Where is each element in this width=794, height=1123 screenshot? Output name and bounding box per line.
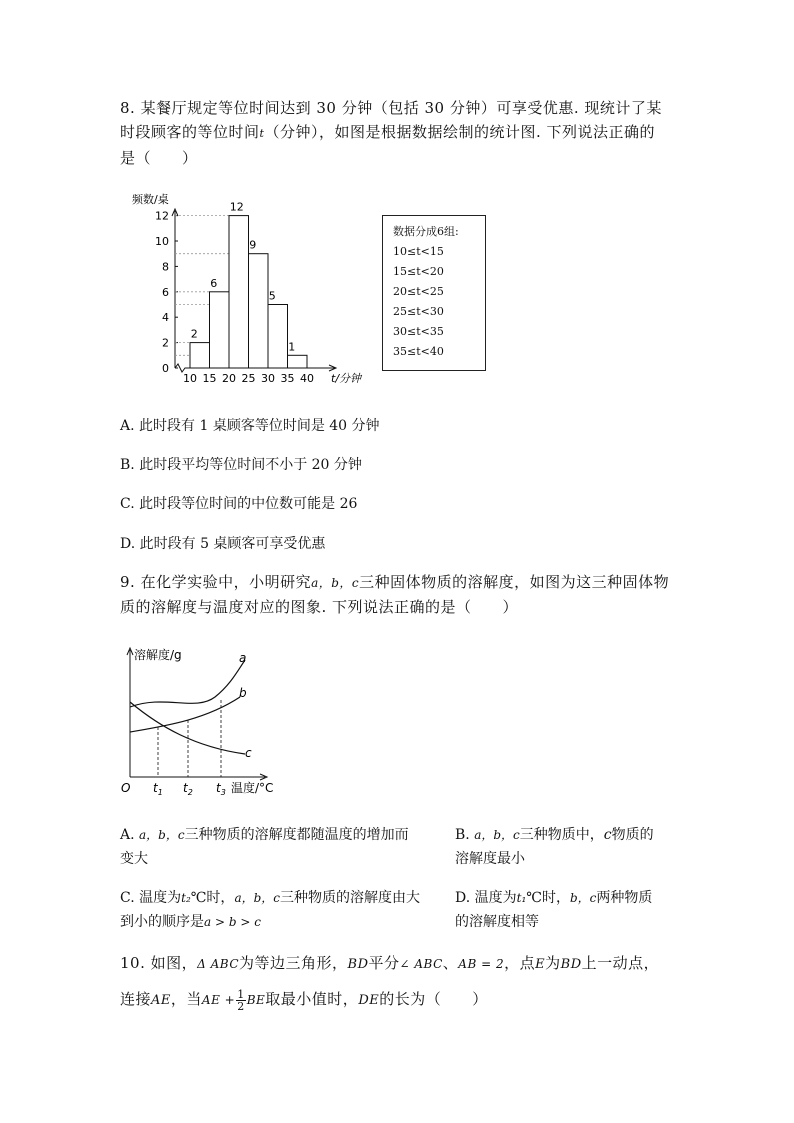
y-tick-label: 4 [162, 311, 169, 325]
x-axis-label: t/分钟 [331, 372, 362, 385]
x-tick-label: 15 [202, 372, 217, 385]
q9-option-c[interactable]: C. 温度为t₂℃时，a，b，c三种物质的溶解度由大 到小的顺序是a > b > c [120, 890, 420, 930]
q8-option-d[interactable]: D. 此时段有 5 桌顾客可享受优惠 [120, 536, 326, 552]
curve-label-a: a [239, 651, 247, 665]
y-tick-label: 0 [162, 362, 169, 375]
q9-option-d[interactable]: D. 温度为t₁℃时，b，c两种物质 的溶解度相等 [455, 890, 653, 930]
y-axis-label: 频数/桌 [132, 193, 169, 206]
q8-line-1: 8. 某餐厅规定等位时间达到 30 分钟（包括 30 分钟）可享受优惠. 现统计了某 [120, 99, 662, 117]
histogram-chart [130, 185, 370, 395]
q10-line-2: 连接AE，当AE + $\frac{1}{2}$ BE取最小值时，DE的长为（ ） [120, 987, 488, 1013]
question-9-stem [120, 570, 690, 619]
q8-line-3: 是（ ） [120, 149, 198, 167]
histogram-bar [229, 216, 249, 368]
q9-line-2: 质的溶解度与温度对应的图象. 下列说法正确的是（ ） [120, 598, 519, 616]
x-tick-label: $t_1$ [153, 781, 163, 797]
legend-group-line: 35≤t<40 [393, 345, 444, 358]
legend-group-line: 20≤t<25 [393, 285, 444, 298]
histogram-bar [210, 292, 230, 368]
histogram-bar [268, 305, 288, 369]
solubility-chart [115, 642, 295, 797]
y-axis-label: 溶解度/g [134, 648, 182, 662]
fraction-one-half: $\frac{1}{2}$ [237, 987, 245, 1013]
x-tick-label: 30 [261, 372, 275, 385]
legend-group-line: 25≤t<30 [393, 305, 444, 318]
bar-value-label: 1 [288, 340, 296, 354]
y-tick-label: 12 [155, 209, 169, 223]
bar-value-label: 12 [229, 200, 244, 214]
curve-a [130, 660, 245, 707]
curve-label-b: b [239, 686, 247, 700]
q9-option-a[interactable]: A. a，b，c三种物质的溶解度都随温度的增加而 变大 [120, 827, 409, 867]
histogram-bar [288, 355, 308, 368]
q8-option-c[interactable]: C. 此时段等位时间的中位数可能是 26 [120, 496, 358, 512]
histogram-bar [190, 343, 210, 368]
y-tick-label: 2 [162, 336, 169, 350]
legend-group-line: 30≤t<35 [393, 325, 444, 338]
q8-line-2: 时段顾客的等位时间t（分钟），如图是根据数据绘制的统计图. 下列说法正确的 [120, 123, 655, 141]
bar-value-label: 6 [210, 276, 218, 290]
y-tick-label: 6 [162, 285, 169, 299]
q8-option-a[interactable]: A. 此时段有 1 桌顾客等位时间是 40 分钟 [120, 418, 380, 434]
x-tick-label: 10 [183, 372, 197, 385]
group-legend-box [382, 215, 486, 371]
x-tick-label: 20 [222, 372, 236, 385]
q9-option-b[interactable]: B. a，b，c三种物质中，c物质的 溶解度最小 [455, 827, 654, 867]
histogram-bar [249, 254, 269, 368]
legend-group-line: 15≤t<20 [393, 265, 444, 278]
question-8-stem [120, 96, 690, 170]
y-tick-label: 10 [155, 235, 169, 248]
origin-label: O [121, 781, 131, 795]
bar-value-label: 5 [268, 289, 276, 303]
x-tick-label: 35 [280, 372, 295, 385]
q10-line-1: 10. 如图，Δ ABC为等边三角形，BD平分∠ ABC、AB = 2，点E为BD上一动点， [120, 954, 660, 972]
curve-c [130, 702, 245, 754]
x-tick-label: 25 [241, 372, 256, 385]
q8-option-b[interactable]: B. 此时段平均等位时间不小于 20 分钟 [120, 457, 362, 473]
legend-group-line: 10≤t<15 [393, 245, 444, 258]
y-tick-label: 8 [162, 260, 169, 274]
x-tick-label: $t_3$ [216, 781, 226, 797]
legend-title: 数据分成6组: [393, 225, 459, 238]
curve-label-c: c [245, 746, 252, 760]
x-axis-label: 温度/°C [231, 781, 274, 795]
bar-value-label: 9 [249, 238, 257, 252]
bar-value-label: 2 [190, 327, 198, 341]
x-tick-label: $t_2$ [183, 781, 193, 797]
x-tick-label: 40 [300, 372, 314, 385]
q9-line-1: 9. 在化学实验中，小明研究a，b，c三种固体物质的溶解度，如图为这三种固体物 [120, 573, 670, 591]
question-10-stem [120, 950, 700, 1016]
